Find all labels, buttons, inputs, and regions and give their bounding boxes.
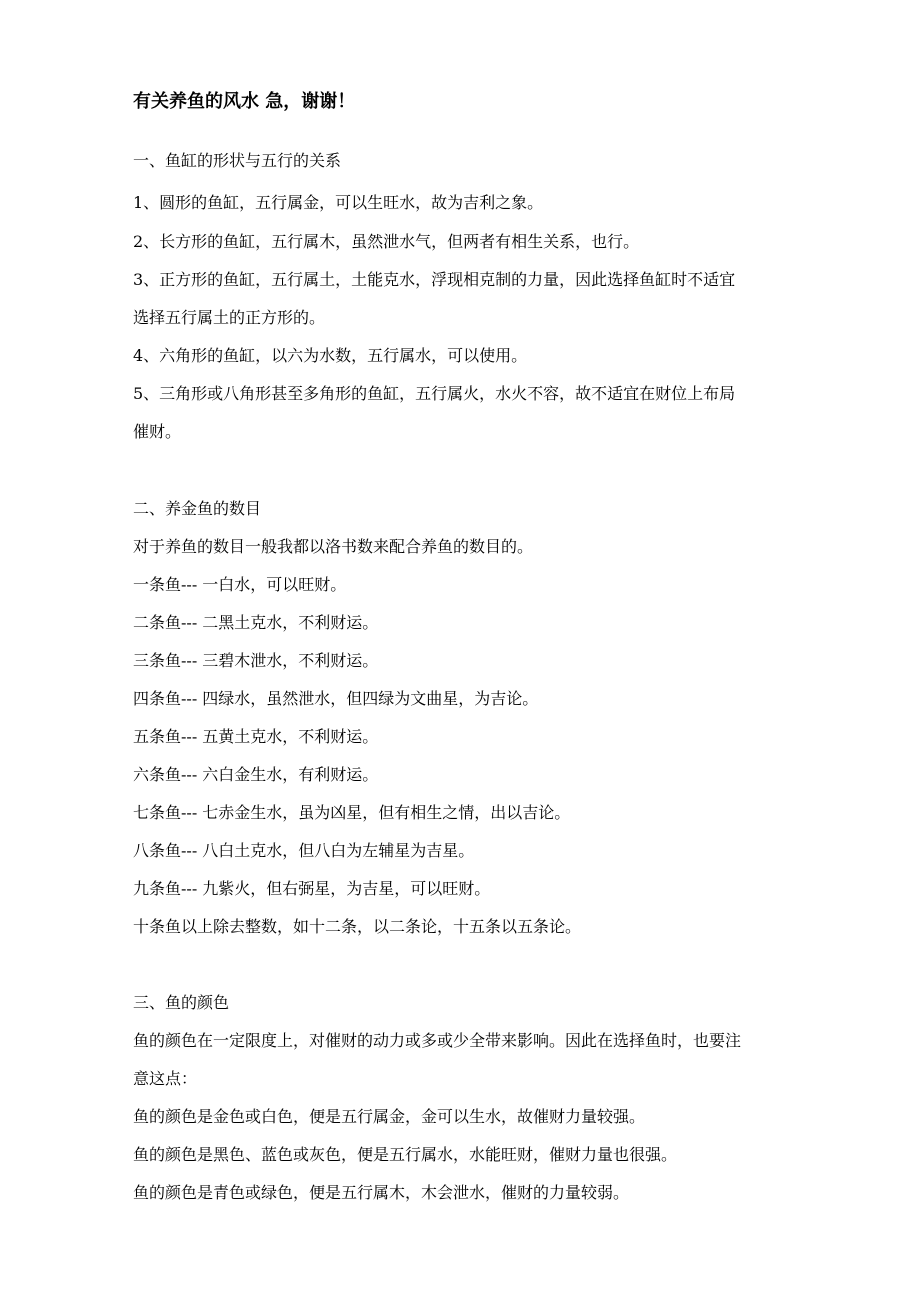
shape-line-1: 1、圆形的鱼缸，五行属金，可以生旺水，故为吉利之象。 — [133, 193, 544, 212]
shape-line-4: 4、六角形的鱼缸，以六为水数，五行属水，可以使用。 — [133, 346, 528, 365]
color-line-1: 鱼的颜色在一定限度上，对催财的动力或多或少全带来影响。因此在选择鱼时，也要注 — [133, 1031, 742, 1050]
shape-line-3-cont: 选择五行属土的正方形的。 — [133, 308, 326, 327]
section-heading-count: 二、养金鱼的数目 — [133, 499, 262, 518]
color-line-1-cont: 意这点： — [133, 1069, 198, 1088]
count-line-1: 一条鱼--- 一白水，可以旺财。 — [133, 575, 347, 594]
count-line-8: 八条鱼--- 八白土克水，但八白为左辅星为吉星。 — [133, 841, 475, 860]
count-line-5: 五条鱼--- 五黄土克水，不利财运。 — [133, 727, 379, 746]
count-line-6: 六条鱼--- 六白金生水，有利财运。 — [133, 765, 379, 784]
color-line-2: 鱼的颜色是金色或白色，便是五行属金，金可以生水，故催财力量较强。 — [133, 1107, 646, 1126]
shape-line-2: 2、长方形的鱼缸，五行属木，虽然泄水气，但两者有相生关系，也行。 — [133, 232, 640, 251]
section-heading-color: 三、鱼的颜色 — [133, 993, 230, 1012]
shape-line-3: 3、正方形的鱼缸，五行属土，土能克水，浮现相克制的力量，因此选择鱼缸时不适宜 — [133, 270, 736, 289]
color-line-4: 鱼的颜色是青色或绿色，便是五行属木，木会泄水，催财的力量较弱。 — [133, 1183, 630, 1202]
section-heading-shape: 一、鱼缸的形状与五行的关系 — [133, 151, 342, 170]
count-line-10: 十条鱼以上除去整数，如十二条，以二条论，十五条以五条论。 — [133, 917, 582, 936]
count-intro: 对于养鱼的数目一般我都以洛书数来配合养鱼的数目的。 — [133, 537, 534, 556]
color-line-3: 鱼的颜色是黑色、蓝色或灰色，便是五行属水，水能旺财，催财力量也很强。 — [133, 1145, 678, 1164]
shape-line-5-cont: 催财。 — [133, 422, 182, 441]
count-line-2: 二条鱼--- 二黑土克水，不利财运。 — [133, 613, 379, 632]
shape-line-5: 5、三角形或八角形甚至多角形的鱼缸，五行属火，水火不容，故不适宜在财位上布局 — [133, 384, 736, 403]
count-line-4: 四条鱼--- 四绿水，虽然泄水，但四绿为文曲星，为吉论。 — [133, 689, 539, 708]
document-title: 有关养鱼的风水 急，谢谢！ — [133, 91, 356, 112]
count-line-7: 七条鱼--- 七赤金生水，虽为凶星，但有相生之情，出以吉论。 — [133, 803, 571, 822]
count-line-9: 九条鱼--- 九紫火，但右弼星，为吉星，可以旺财。 — [133, 879, 491, 898]
count-line-3: 三条鱼--- 三碧木泄水，不利财运。 — [133, 651, 379, 670]
